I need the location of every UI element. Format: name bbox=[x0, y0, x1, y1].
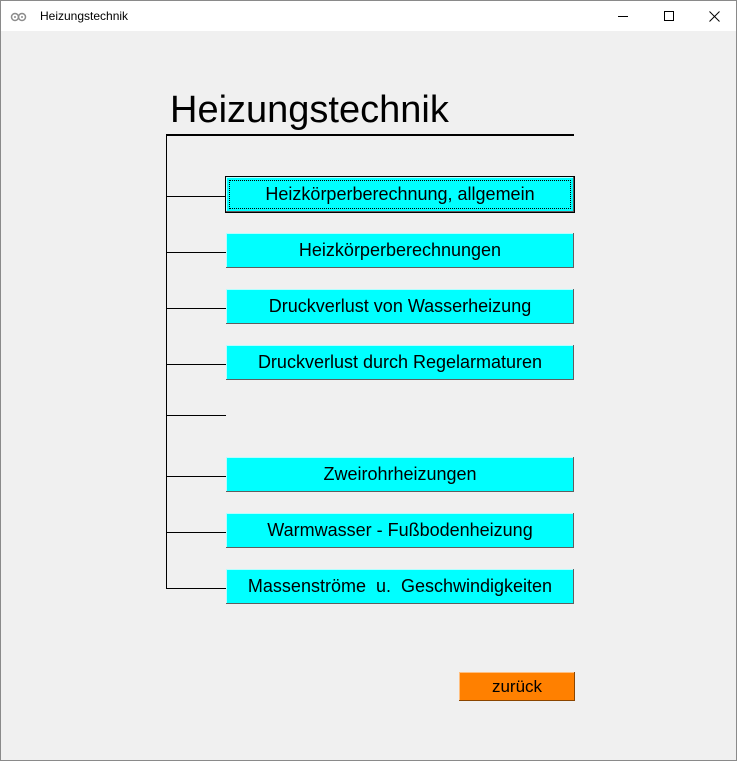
button-label: Zweirohrheizungen bbox=[323, 464, 477, 484]
app-icon bbox=[10, 10, 28, 22]
window-title: Heizungstechnik bbox=[40, 9, 129, 23]
button-label: Heizkörperberechnung, allgemein bbox=[265, 184, 535, 204]
tree-vertical-line bbox=[166, 135, 167, 588]
tree-connector bbox=[166, 532, 226, 533]
tree-connector bbox=[166, 252, 226, 253]
minimize-icon bbox=[618, 11, 628, 21]
minimize-button[interactable] bbox=[600, 1, 646, 31]
button-label: Massenströme u. Geschwindigkeiten bbox=[247, 576, 553, 596]
massenstroeme-geschwindigkeiten-button[interactable] bbox=[226, 569, 574, 604]
tree-connector bbox=[166, 364, 226, 365]
close-button[interactable] bbox=[691, 1, 737, 31]
page-title: Heizungstechnik bbox=[170, 89, 449, 131]
zweirohrheizungen-button[interactable] bbox=[226, 457, 574, 492]
druckverlust-regelarmaturen-button[interactable] bbox=[226, 345, 574, 380]
button-label: Heizkörperberechnungen bbox=[298, 240, 502, 260]
tree-connector bbox=[166, 588, 226, 589]
button-label: Warmwasser - Fußbodenheizung bbox=[267, 520, 533, 540]
close-icon bbox=[709, 11, 720, 22]
heizkoerperberechnung-allgemein-button[interactable] bbox=[226, 177, 574, 212]
tree-connector bbox=[166, 196, 226, 197]
back-button[interactable] bbox=[459, 672, 575, 701]
maximize-button[interactable] bbox=[646, 1, 692, 31]
back-button-label: zurück bbox=[491, 676, 543, 696]
title-underline bbox=[166, 134, 574, 136]
tree-connector bbox=[166, 308, 226, 309]
tree-connector bbox=[166, 476, 226, 477]
heizkoerperberechnungen-button[interactable] bbox=[226, 233, 574, 268]
title-bar[interactable] bbox=[1, 1, 736, 31]
button-label: Druckverlust von Wasserheizung bbox=[268, 296, 532, 316]
warmwasser-fussbodenheizung-button[interactable] bbox=[226, 513, 574, 548]
button-label: Druckverlust durch Regelarmaturen bbox=[257, 352, 543, 372]
tree-connector bbox=[166, 415, 226, 416]
druckverlust-wasserheizung-button[interactable] bbox=[226, 289, 574, 324]
maximize-icon bbox=[664, 11, 674, 21]
